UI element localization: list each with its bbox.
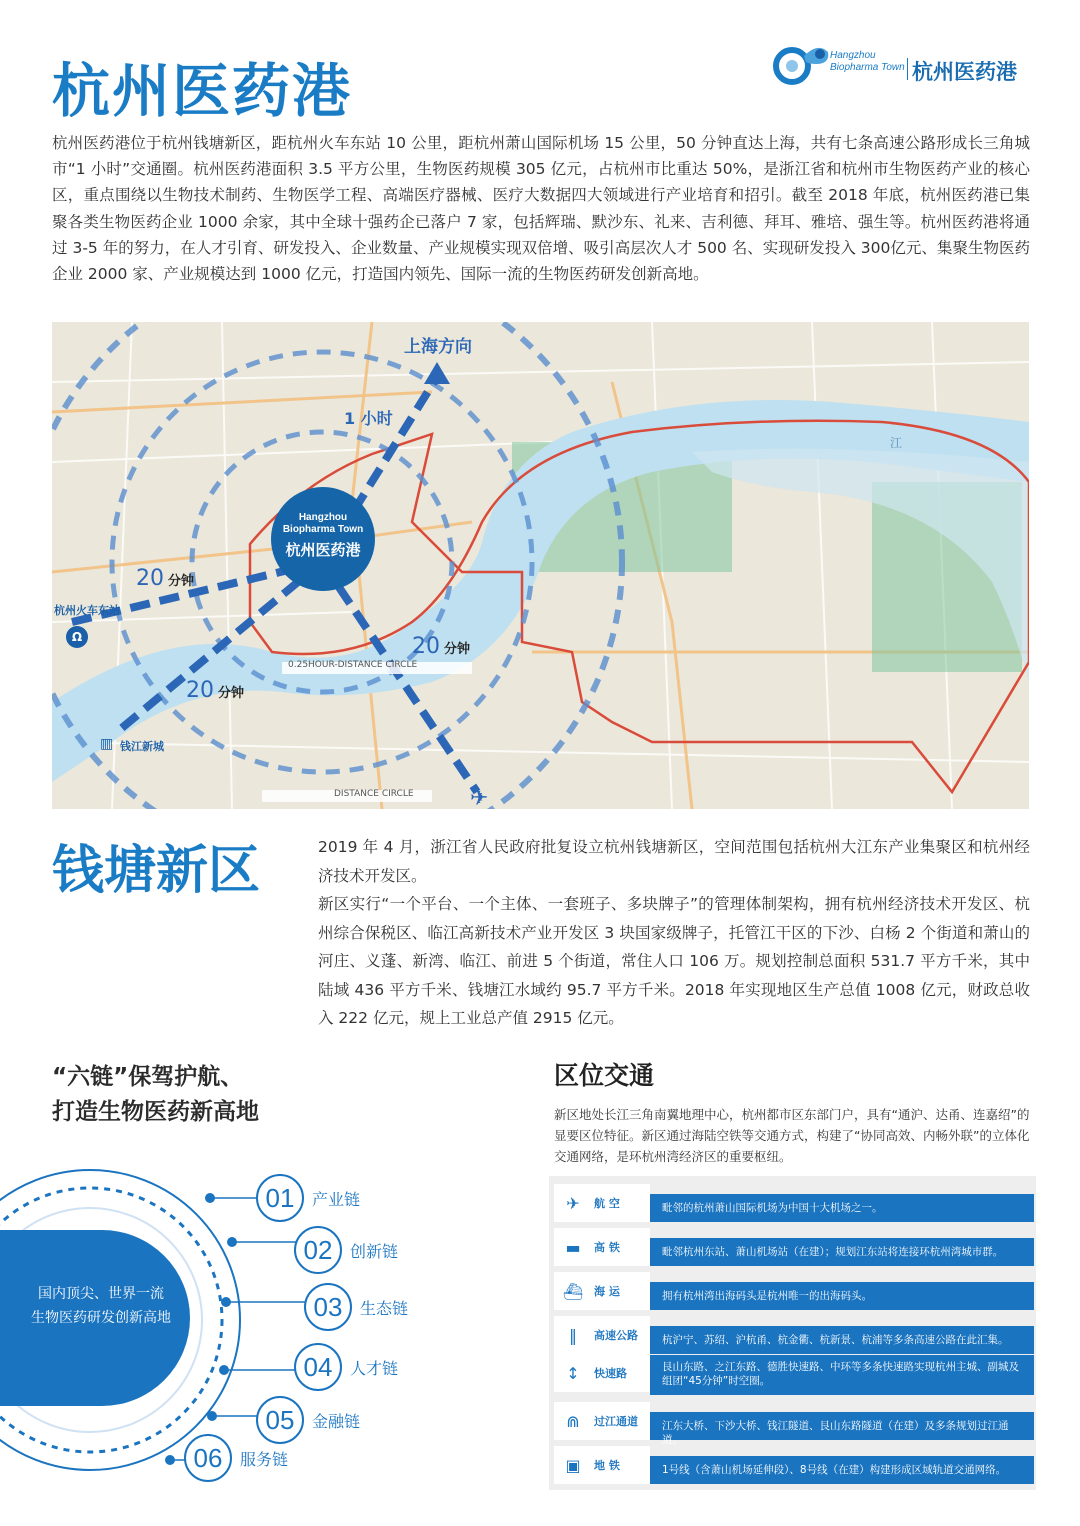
traffic-mode: 航 空 bbox=[594, 1197, 620, 1210]
chain-number: 02 bbox=[294, 1226, 342, 1274]
logo-chinese: 杭州医药港 bbox=[912, 60, 1017, 84]
twenty-min-label-east: 20 分钟 bbox=[412, 634, 471, 659]
highway-icon: ‖ bbox=[569, 1325, 577, 1345]
traffic-panel bbox=[549, 1176, 1036, 1490]
traffic-mode: 快速路 bbox=[594, 1367, 627, 1380]
qiantang-section-title: 钱塘新区 bbox=[52, 841, 261, 901]
chain-number: 05 bbox=[256, 1396, 304, 1444]
chain-label: 生态链 bbox=[360, 1298, 409, 1318]
metro-icon: ▣ bbox=[565, 1455, 581, 1475]
one-hour-label: 1 小时 bbox=[344, 409, 393, 428]
traffic-detail: 艮山东路、之江东路、德胜快速路、中环等多条快速路实现杭州主城、副城及组团“45分钟”时空圈。 bbox=[650, 1355, 1034, 1395]
chain-item-industry bbox=[256, 1174, 360, 1222]
map-graphic bbox=[52, 322, 1029, 809]
ship-icon: ⛴ bbox=[562, 1281, 584, 1301]
chain-label: 人才链 bbox=[350, 1358, 399, 1378]
traffic-detail: 江东大桥、下沙大桥、钱江隧道、艮山东路隧道（在建）及多条规划过江通道。 bbox=[650, 1412, 1034, 1440]
qiantang-paragraph-2: 新区实行“一个平台、一个主体、一套班子、多块牌子”的管理体制架构，拥有杭州经济技术开发区、杭州综合保税区、临江高新技术产业开发区 3 块国家级牌子，托管江干区的下沙、白杨 2 个街道和萧山的河庄、义蓬、新湾、临江、前进 5 个街道，常住人口 106 万。规划控制总面积 531.7 平方千米，其中陆域 436 平方千米、钱塘江水域约 95.7 平方千米。2018 年实现地区生产总值 1008 亿元，财政总收入 222 亿元，规上工业总产值 2915 亿元。 bbox=[318, 895, 1030, 1027]
river-name-label: 江 bbox=[890, 436, 903, 450]
logo-mark-icon bbox=[770, 36, 830, 96]
traffic-row-expressway bbox=[549, 1354, 1036, 1400]
traffic-detail: 拥有杭州湾出海码头是杭州唯一的出海码头。 bbox=[650, 1282, 1034, 1310]
traffic-row-shipping bbox=[549, 1272, 1036, 1310]
chain-number: 06 bbox=[184, 1434, 232, 1482]
traffic-description: 新区地处长江三角南翼地理中心，杭州都市区东部门户，具有“通沪、达甬、连嘉绍”的显要区位特征。新区通过海陆空铁等交通方式，构建了“协同高效、内畅外联”的立体化交通网络，是环杭州湾经济区的重要枢纽。 bbox=[554, 1107, 1030, 1164]
chain-item-talent bbox=[294, 1343, 398, 1391]
traffic-row-river-crossing bbox=[549, 1402, 1036, 1446]
train-station-icon: Ω bbox=[66, 626, 88, 648]
intro-paragraph: 杭州医药港位于杭州钱塘新区，距杭州火车东站 10 公里，距杭州萧山国际机场 15 公里，50 分钟直达上海，共有七条高速公路形成长三角城市“1 小时”交通圈。杭州医药港面积 3.5 平方公里，生物医药规模 305 亿元，占杭州市比重达 50%，是浙江省和杭州市生物医药产业的核心区，重点围绕以生物技术制药、生物医学工程、高端医疗器械、医疗大数据四大领域进行产业培育和招引。截至 2018 年底，杭州医药港已集聚各类生物医药企业 1000 余家，其中全球十强药企已落户 7 家，包括辉瑞、默沙东、礼来、吉利德、拜耳、雅培、强生等。杭州医药港将通过 3-5 年的努力，在人才引育、研发投入、企业数量、产业规模实现双倍增、吸引高层次人才 500 名、实现研发投入 300亿元、集聚生物医药企业 2000 家、产业规模达到 1000 亿元，打造国内领先、国际一流的生物医药研发创新高地。 bbox=[52, 134, 1030, 284]
twenty-min-label-west: 20 分钟 bbox=[136, 566, 195, 591]
traffic-detail: 毗邻杭州东站、萧山机场站（在建）；规划江东站将连接环杭州湾城市群。 bbox=[650, 1238, 1034, 1266]
traffic-row-highway bbox=[549, 1316, 1036, 1354]
traffic-row-air bbox=[549, 1184, 1036, 1222]
brand-logo bbox=[770, 28, 1040, 98]
traffic-mode: 高 铁 bbox=[594, 1241, 620, 1254]
chain-number: 03 bbox=[304, 1283, 352, 1331]
qiantang-description bbox=[318, 833, 1030, 1033]
airport-airplane-icon: ✈ bbox=[470, 786, 489, 809]
distance-circle-label: 0.25HOUR-DISTANCE CIRCLE bbox=[288, 660, 418, 670]
chain-label: 服务链 bbox=[240, 1449, 289, 1469]
innovation-core: 国内顶尖、世界一流 生物医药研发创新高地 bbox=[0, 1230, 190, 1406]
airplane-icon: ✈ bbox=[566, 1193, 580, 1213]
qiantang-paragraph-1: 2019 年 4 月，浙江省人民政府批复设立杭州钱塘新区，空间范围包括杭州大江东产业集聚区和杭州经济技术开发区。 bbox=[318, 838, 1030, 885]
chain-label: 产业链 bbox=[312, 1189, 361, 1209]
logo-english: Hangzhou Biopharma Town bbox=[830, 50, 905, 73]
chain-number: 01 bbox=[256, 1174, 304, 1222]
chain-number: 04 bbox=[294, 1343, 342, 1391]
east-station-label: 杭州火车东站 bbox=[54, 604, 120, 617]
location-map bbox=[52, 322, 1029, 809]
chain-label: 金融链 bbox=[312, 1411, 361, 1431]
traffic-mode: 过江通道 bbox=[594, 1415, 638, 1428]
six-chains-heading: “六链”保驾护航、 打造生物医药新高地 bbox=[52, 1064, 259, 1125]
tunnel-icon: ⋒ bbox=[566, 1411, 580, 1431]
train-icon: ▬ bbox=[565, 1237, 581, 1257]
traffic-title: 区位交通 bbox=[554, 1061, 655, 1090]
cbd-building-icon: ▥ bbox=[100, 736, 114, 752]
traffic-detail: 杭沪宁、苏绍、沪杭甬、杭金衢、杭新景、杭浦等多条高速公路在此汇集。 bbox=[650, 1326, 1034, 1354]
page-title: 杭州医药港 bbox=[52, 57, 353, 125]
logo-divider bbox=[907, 58, 908, 80]
biopharma-town-marker: Hangzhou Biopharma Town 杭州医药港 bbox=[271, 487, 375, 591]
chain-item-service bbox=[184, 1434, 288, 1482]
expressway-icon: ↕ bbox=[566, 1363, 580, 1383]
distance-circle-label-outer: DISTANCE CIRCLE bbox=[334, 789, 414, 799]
chain-item-innovation bbox=[294, 1226, 398, 1274]
traffic-detail: 毗邻的杭州萧山国际机场为中国十大机场之一。 bbox=[650, 1194, 1034, 1222]
shanghai-direction-label: 上海方向 bbox=[404, 337, 472, 357]
traffic-detail: 1号线（含萧山机场延伸段）、8号线（在建）构建形成区域轨道交通网络。 bbox=[650, 1456, 1034, 1484]
traffic-row-metro bbox=[549, 1446, 1036, 1484]
qjxc-label: 钱江新城 bbox=[120, 740, 164, 753]
twenty-min-label-south: 20 分钟 bbox=[186, 678, 245, 703]
chain-item-ecology bbox=[304, 1283, 408, 1331]
chain-label: 创新链 bbox=[350, 1241, 399, 1261]
traffic-mode: 高速公路 bbox=[594, 1329, 638, 1342]
traffic-mode: 地 铁 bbox=[594, 1459, 620, 1472]
traffic-mode: 海 运 bbox=[594, 1285, 620, 1298]
traffic-row-highspeed-rail bbox=[549, 1228, 1036, 1266]
